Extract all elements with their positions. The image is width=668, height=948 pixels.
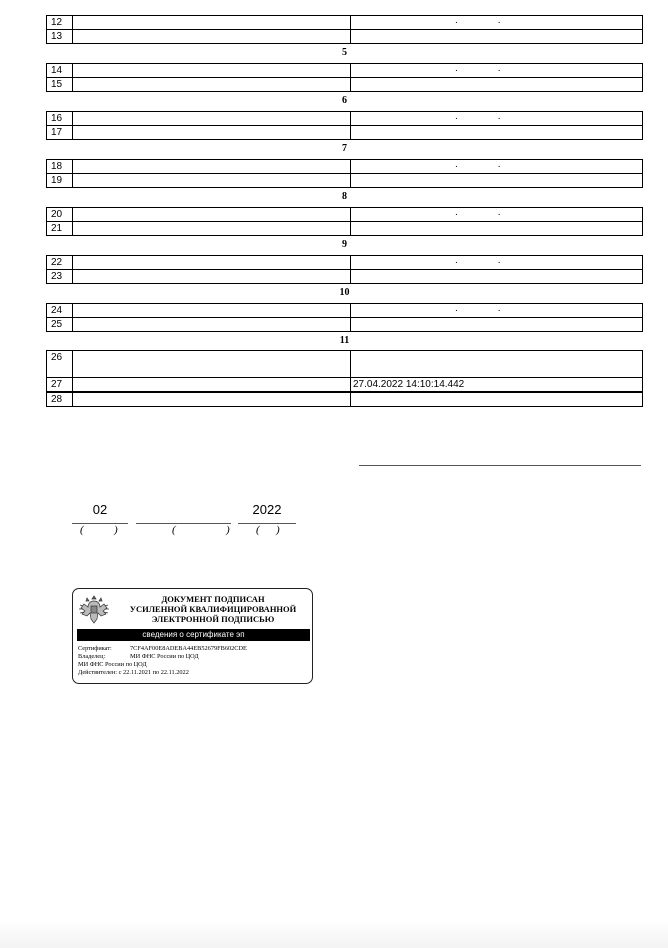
column-divider <box>350 112 351 125</box>
dot: . <box>497 111 501 122</box>
table-row <box>46 377 643 392</box>
signature-line <box>359 465 641 466</box>
row-number: 21 <box>47 222 73 235</box>
column-divider <box>350 174 351 187</box>
stamp-owner-row: Владелец: МИ ФНС России по ЦОД <box>78 653 199 660</box>
table-row <box>46 392 643 407</box>
section-number: 5 <box>342 47 347 58</box>
date-month-paren-close: ) <box>226 524 230 536</box>
table-row <box>46 255 643 270</box>
column-divider <box>350 351 351 377</box>
column-divider <box>350 378 351 391</box>
dot: . <box>455 15 458 26</box>
date-day-paren-close: ) <box>114 524 118 536</box>
table-row <box>46 125 643 140</box>
date-placeholder-dots <box>455 110 501 123</box>
dot: . <box>455 111 458 122</box>
stamp-certificate-bar: сведения о сертификате эп <box>77 629 310 641</box>
row-number: 12 <box>47 16 73 29</box>
table-row <box>46 29 643 44</box>
section-number: 7 <box>342 143 347 154</box>
dot: . <box>455 63 458 74</box>
column-divider <box>350 256 351 269</box>
row-number: 13 <box>47 30 73 43</box>
dot: . <box>497 15 501 26</box>
row-number: 17 <box>47 126 73 139</box>
e-signature-stamp <box>72 588 313 684</box>
stamp-owner-row-2: МИ ФНС России по ЦОД <box>78 661 147 668</box>
dot: . <box>455 255 458 266</box>
date-year-paren-close: ) <box>276 524 280 536</box>
section-number: 6 <box>342 95 347 106</box>
table-row <box>46 63 643 78</box>
row-number: 14 <box>47 64 73 77</box>
row-number: 27 <box>47 378 73 391</box>
dot: . <box>497 63 501 74</box>
stamp-valid-row: Действителен: с 22.11.2021 по 22.11.2022 <box>78 669 189 676</box>
column-divider <box>350 78 351 91</box>
table-row <box>46 207 643 222</box>
section-number: 10 <box>339 287 350 298</box>
row-number: 16 <box>47 112 73 125</box>
column-divider <box>350 208 351 221</box>
section-number: 8 <box>342 191 347 202</box>
row-number: 19 <box>47 174 73 187</box>
date-day: 02 <box>92 502 108 517</box>
date-year-line <box>238 523 296 524</box>
date-month-paren-open: ( <box>172 524 176 536</box>
date-year: 2022 <box>252 502 282 517</box>
dot: . <box>455 159 458 170</box>
column-divider <box>350 222 351 235</box>
column-divider <box>350 16 351 29</box>
section-number: 11 <box>339 335 350 346</box>
date-placeholder-dots <box>455 14 501 27</box>
table-row <box>46 15 643 30</box>
table-row <box>46 350 643 378</box>
row-number: 25 <box>47 318 73 331</box>
table-row <box>46 221 643 236</box>
table-row <box>46 77 643 92</box>
date-year-paren-open: ( <box>256 524 260 536</box>
row-number: 23 <box>47 270 73 283</box>
table-row <box>46 317 643 332</box>
column-divider <box>350 64 351 77</box>
coat-of-arms-icon <box>77 592 111 626</box>
column-divider <box>350 160 351 173</box>
dot: . <box>497 159 501 170</box>
row-number: 18 <box>47 160 73 173</box>
column-divider <box>350 318 351 331</box>
row-number: 15 <box>47 78 73 91</box>
row-value: 27.04.2022 14:10:14.442 <box>353 379 465 390</box>
column-divider <box>350 270 351 283</box>
column-divider <box>350 126 351 139</box>
row-number: 20 <box>47 208 73 221</box>
row-number: 26 <box>47 351 73 377</box>
column-divider <box>350 393 351 406</box>
table-row <box>46 159 643 174</box>
dot: . <box>497 207 501 218</box>
date-placeholder-dots <box>455 254 501 267</box>
table-row <box>46 173 643 188</box>
dot: . <box>455 303 458 314</box>
date-day-paren-open: ( <box>80 524 84 536</box>
column-divider <box>350 304 351 317</box>
page-bottom-edge <box>0 920 668 948</box>
row-number: 22 <box>47 256 73 269</box>
date-placeholder-dots <box>455 302 501 315</box>
dot: . <box>497 303 501 314</box>
section-number: 9 <box>342 239 347 250</box>
date-month-line <box>136 523 231 524</box>
date-placeholder-dots <box>455 206 501 219</box>
stamp-certificate-row: Сертификат: 7CF4AF00E8ADEBA44EB52679FB602CDE <box>78 645 247 652</box>
date-placeholder-dots <box>455 62 501 75</box>
table-row <box>46 111 643 126</box>
table-row <box>46 303 643 318</box>
table-row <box>46 269 643 284</box>
row-number: 24 <box>47 304 73 317</box>
dot: . <box>497 255 501 266</box>
dot: . <box>455 207 458 218</box>
stamp-title: ДОКУМЕНТ ПОДПИСАН УСИЛЕННОЙ КВАЛИФИЦИРОВАННОЙ ЭЛЕКТРОННОЙ ПОДПИСЬЮ <box>129 594 297 624</box>
date-placeholder-dots <box>455 158 501 171</box>
row-number: 28 <box>47 393 73 406</box>
column-divider <box>350 30 351 43</box>
